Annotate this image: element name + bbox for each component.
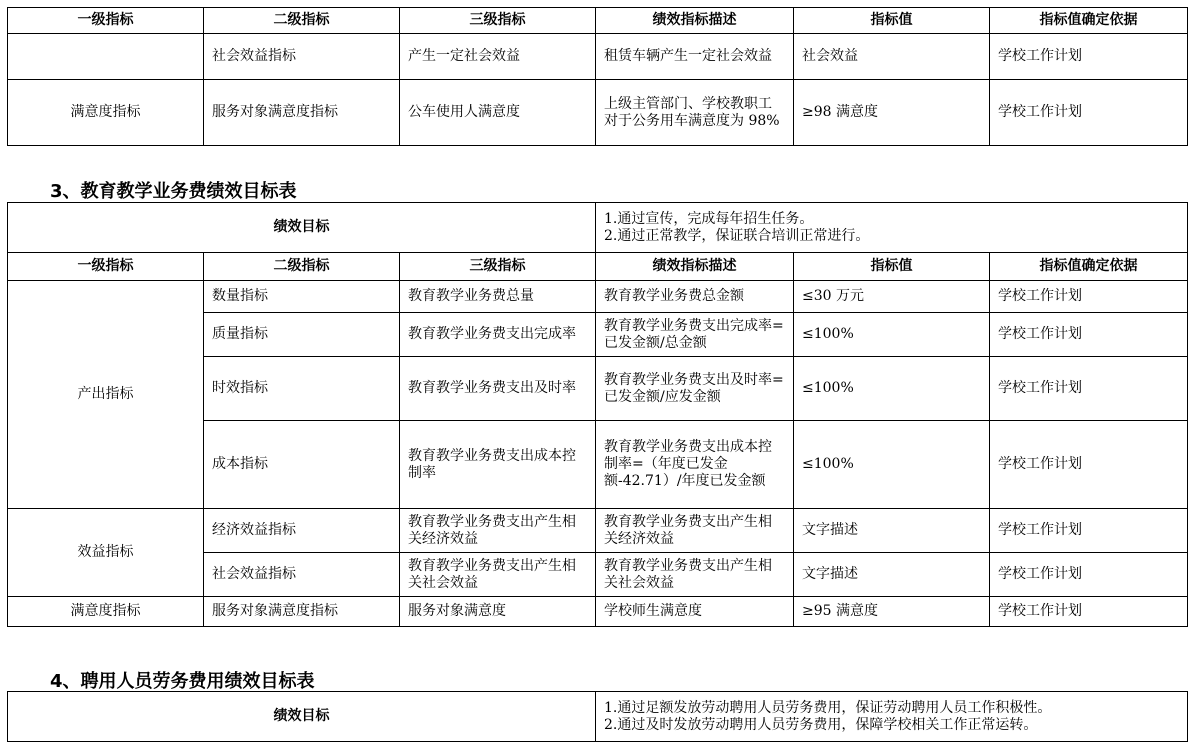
header-l3: 三级指标 <box>400 8 596 34</box>
header-desc: 绩效指标描述 <box>596 253 794 281</box>
cell-value: ≤30 万元 <box>794 281 990 313</box>
header-value: 指标值 <box>794 8 990 34</box>
cell-l3: 教育教学业务费支出产生相关社会效益 <box>400 553 596 597</box>
goal-row <box>8 203 1188 253</box>
cell-value: ≤100% <box>794 421 990 509</box>
cell-l3: 教育教学业务费支出产生相关经济效益 <box>400 509 596 553</box>
goal-label: 绩效目标 <box>8 692 596 742</box>
cell-desc: 教育教学业务费支出产生相关经济效益 <box>596 509 794 553</box>
cell-l2: 经济效益指标 <box>204 509 400 553</box>
goal-label: 绩效目标 <box>8 203 596 253</box>
table-row <box>8 281 1188 313</box>
table-row <box>8 597 1188 627</box>
cell-l1: 产出指标 <box>8 281 204 509</box>
cell-basis: 学校工作计划 <box>990 553 1188 597</box>
cell-l3: 公车使用人满意度 <box>400 80 596 146</box>
cell-value: 社会效益 <box>794 34 990 80</box>
cell-value: 文字描述 <box>794 509 990 553</box>
cell-l2: 成本指标 <box>204 421 400 509</box>
cell-desc: 租赁车辆产生一定社会效益 <box>596 34 794 80</box>
table-row <box>8 509 1188 553</box>
cell-basis: 学校工作计划 <box>990 597 1188 627</box>
cell-desc: 教育教学业务费支出成本控制率=（年度已发金额-42.71）/年度已发金额 <box>596 421 794 509</box>
cell-value: ≤100% <box>794 313 990 357</box>
cell-l2: 数量指标 <box>204 281 400 313</box>
cell-l2: 社会效益指标 <box>204 34 400 80</box>
education-expense-table <box>7 202 1188 627</box>
cell-basis: 学校工作计划 <box>990 509 1188 553</box>
cell-desc: 教育教学业务费支出完成率=已发金额/总金额 <box>596 313 794 357</box>
cell-basis: 学校工作计划 <box>990 34 1188 80</box>
header-l2: 二级指标 <box>204 8 400 34</box>
cell-l3: 服务对象满意度 <box>400 597 596 627</box>
cell-l2: 质量指标 <box>204 313 400 357</box>
header-basis: 指标值确定依据 <box>990 253 1188 281</box>
indicator-table-continued <box>7 7 1188 146</box>
header-l3: 三级指标 <box>400 253 596 281</box>
cell-l2: 时效指标 <box>204 357 400 421</box>
cell-basis: 学校工作计划 <box>990 313 1188 357</box>
cell-basis: 学校工作计划 <box>990 281 1188 313</box>
section-4-title: 4、聘用人员劳务费用绩效目标表 <box>50 671 315 692</box>
cell-basis: 学校工作计划 <box>990 80 1188 146</box>
cell-desc: 上级主管部门、学校教职工对于公务用车满意度为 98% <box>596 80 794 146</box>
cell-l1 <box>8 34 204 80</box>
cell-value: 文字描述 <box>794 553 990 597</box>
header-l1: 一级指标 <box>8 8 204 34</box>
cell-l3: 教育教学业务费总量 <box>400 281 596 313</box>
header-row <box>8 253 1188 281</box>
goal-row <box>8 692 1188 742</box>
cell-desc: 学校师生满意度 <box>596 597 794 627</box>
goal-line: 2.通过正常教学，保证联合培训正常进行。 <box>604 227 870 244</box>
header-basis: 指标值确定依据 <box>990 8 1188 34</box>
cell-desc: 教育教学业务费总金额 <box>596 281 794 313</box>
header-row <box>8 8 1188 34</box>
cell-l2: 服务对象满意度指标 <box>204 597 400 627</box>
cell-l3: 产生一定社会效益 <box>400 34 596 80</box>
goal-line: 1.通过宣传，完成每年招生任务。 <box>604 210 814 227</box>
cell-l1: 满意度指标 <box>8 597 204 627</box>
cell-value: ≤100% <box>794 357 990 421</box>
labor-expense-table <box>7 691 1188 742</box>
cell-l3: 教育教学业务费支出及时率 <box>400 357 596 421</box>
header-value: 指标值 <box>794 253 990 281</box>
header-l1: 一级指标 <box>8 253 204 281</box>
cell-l2: 服务对象满意度指标 <box>204 80 400 146</box>
goal-text <box>596 692 1188 742</box>
cell-l1: 满意度指标 <box>8 80 204 146</box>
cell-value: ≥98 满意度 <box>794 80 990 146</box>
cell-value: ≥95 满意度 <box>794 597 990 627</box>
cell-basis: 学校工作计划 <box>990 357 1188 421</box>
header-l2: 二级指标 <box>204 253 400 281</box>
header-desc: 绩效指标描述 <box>596 8 794 34</box>
cell-l1: 效益指标 <box>8 509 204 597</box>
cell-l2: 社会效益指标 <box>204 553 400 597</box>
cell-desc: 教育教学业务费支出及时率=已发金额/应发金额 <box>596 357 794 421</box>
goal-line: 1.通过足额发放劳动聘用人员劳务费用，保证劳动聘用人员工作积极性。 <box>604 699 1052 716</box>
table-row <box>8 80 1188 146</box>
cell-basis: 学校工作计划 <box>990 421 1188 509</box>
section-3-title: 3、教育教学业务费绩效目标表 <box>50 181 297 202</box>
cell-l3: 教育教学业务费支出成本控制率 <box>400 421 596 509</box>
goal-text <box>596 203 1188 253</box>
table-row <box>8 34 1188 80</box>
goal-line: 2.通过及时发放劳动聘用人员劳务费用，保障学校相关工作正常运转。 <box>604 716 1038 733</box>
cell-l3: 教育教学业务费支出完成率 <box>400 313 596 357</box>
cell-desc: 教育教学业务费支出产生相关社会效益 <box>596 553 794 597</box>
